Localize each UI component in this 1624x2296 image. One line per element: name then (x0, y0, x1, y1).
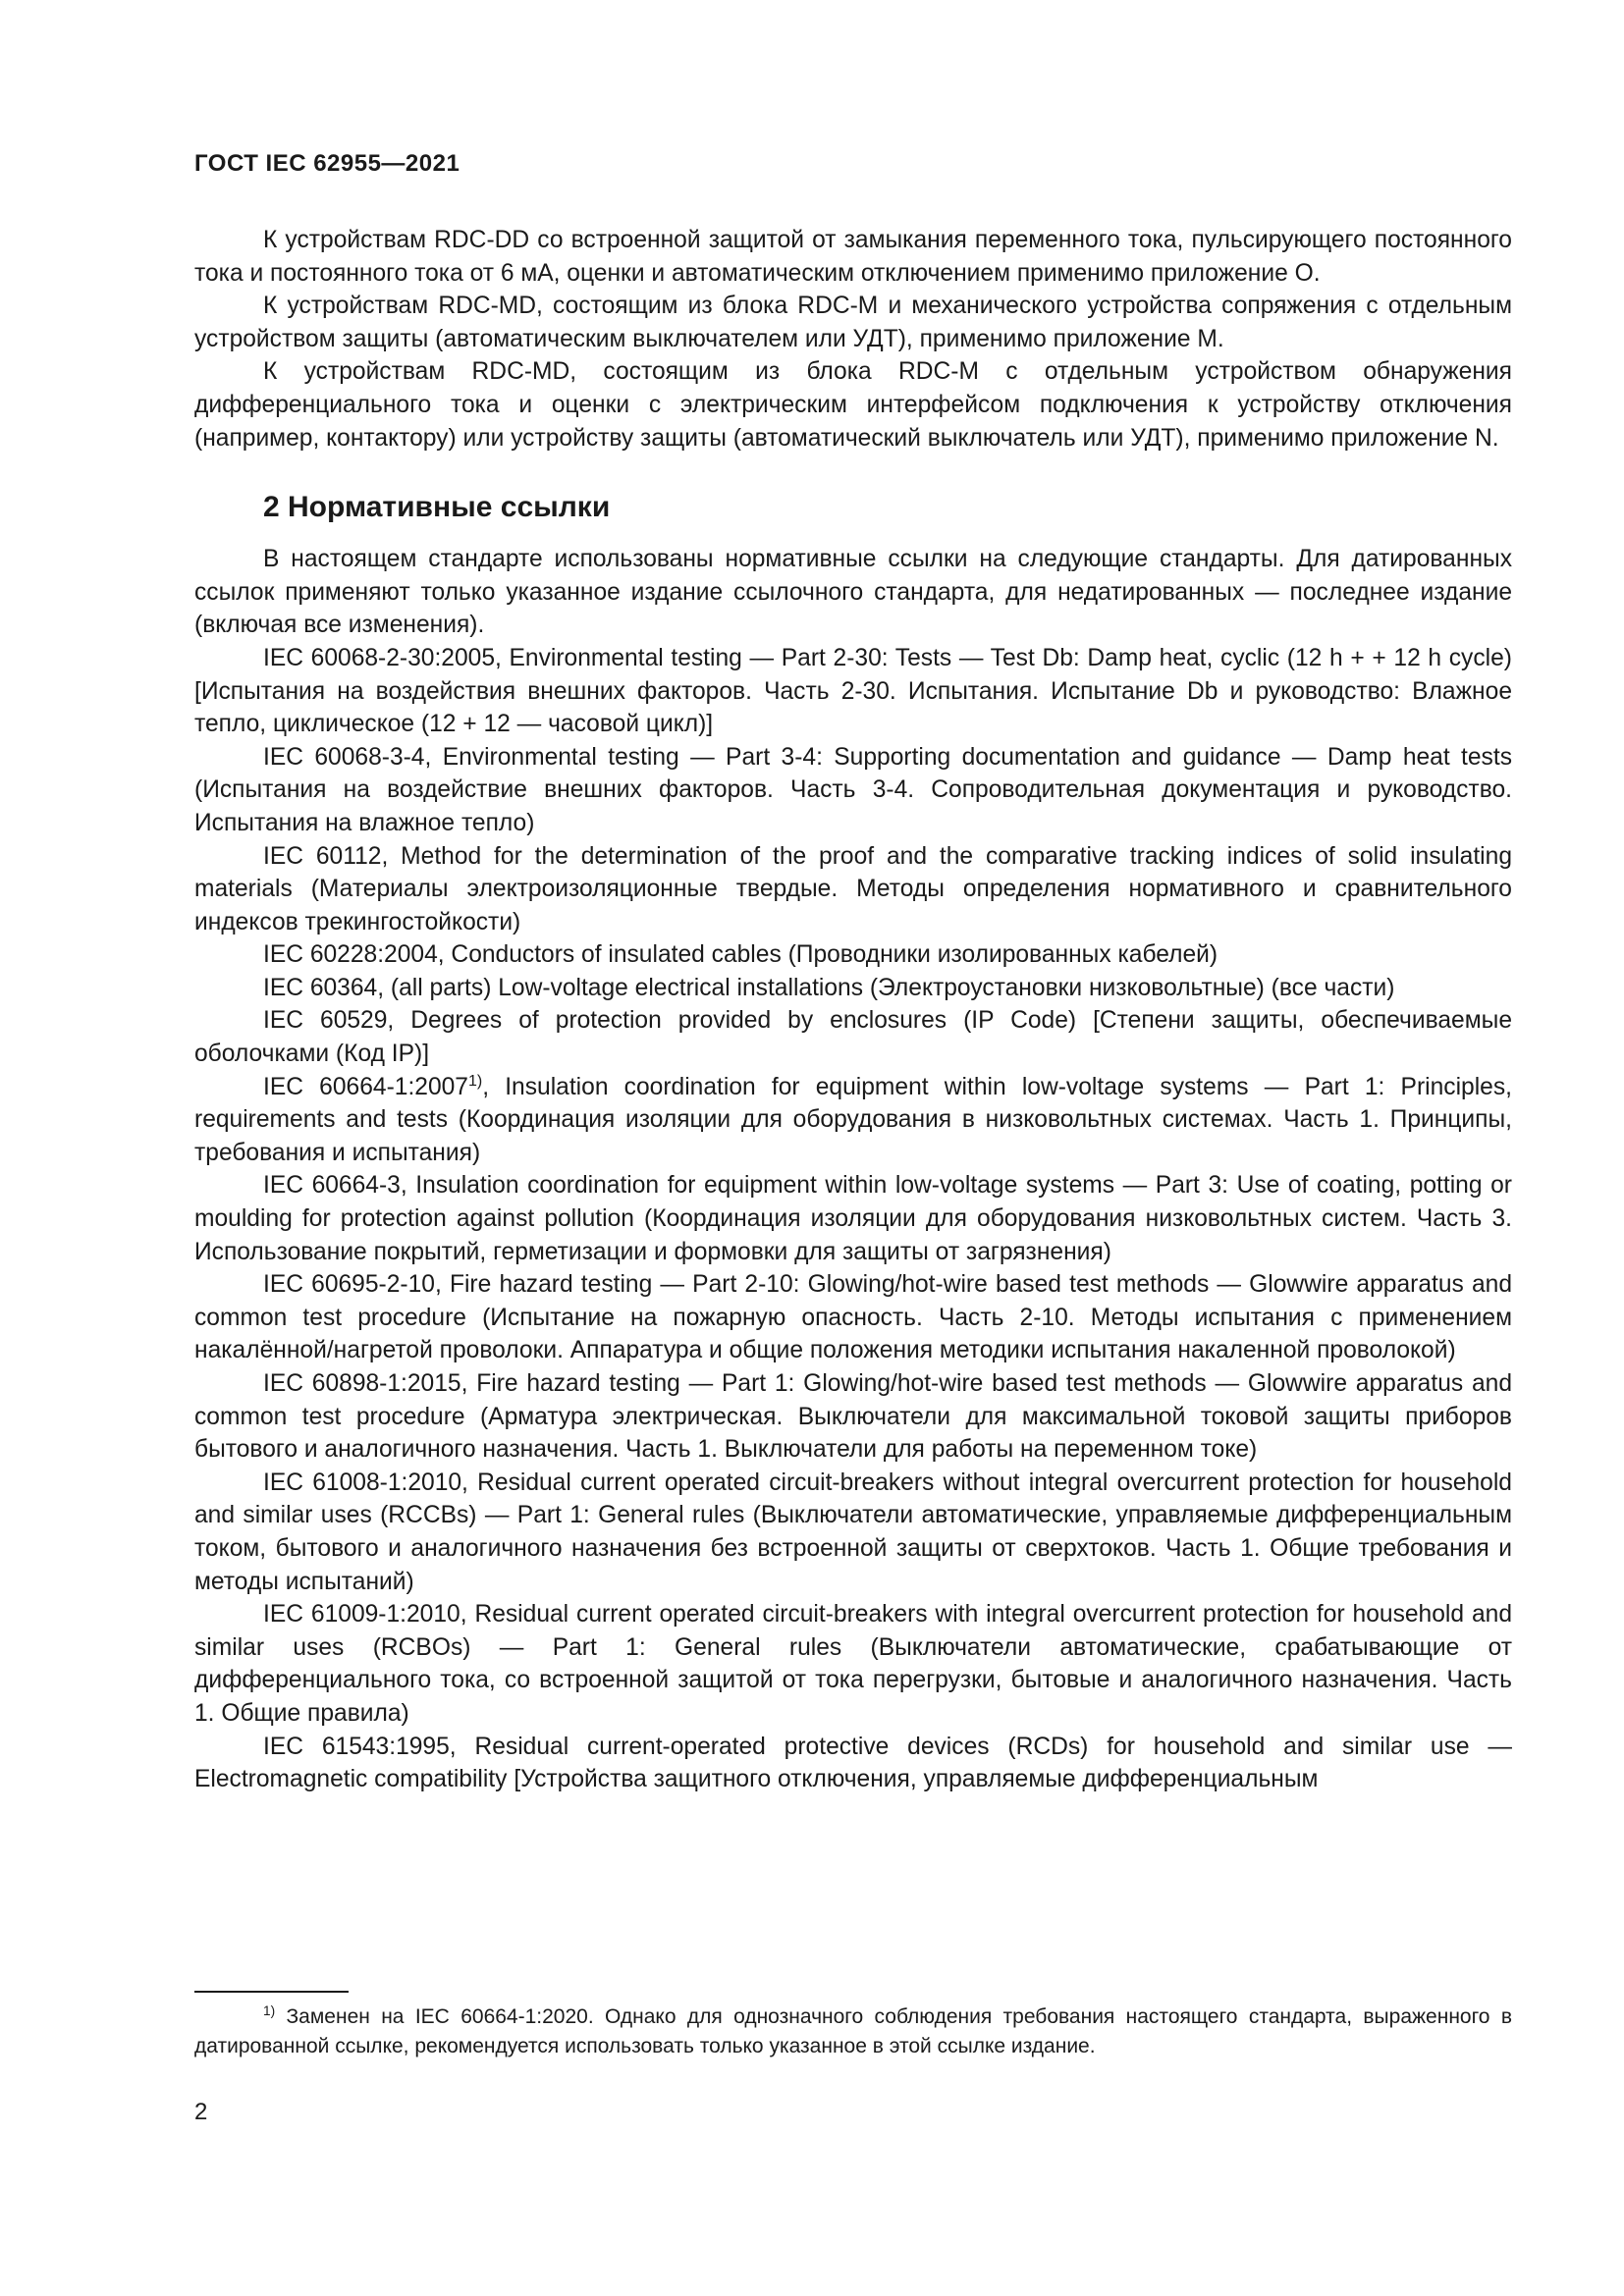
reference-iec-60228: IEC 60228:2004, Conductors of insulated cables (Проводники изолированных кабелей) (263, 941, 1218, 969)
document-header: ГОСТ IEC 62955—2021 (194, 150, 460, 177)
reference-iec-60695-2-10: IEC 60695-2-10, Fire hazard testing — Part 2-10: Glowing/hot-wire based test methods — Glowwire apparatus and common test procedure (Испытание на пожарную опасность. Часть 2-10. Методы испытания с применением накалённой/нагретой проволоки. Аппаратура и общие положения методики испытания накаленной проволокой) (194, 1271, 1512, 1364)
section-heading: 2 Нормативные ссылки (263, 491, 611, 524)
reference-iec-60664-1 (194, 1071, 1512, 1170)
reference-text: , Insulation coordination for equipment within low-voltage systems — Part 1: Principles, requirements and tests (Координация изоляции для оборудования в низковольтных системах. Часть 1. Принципы, требования и испытания) (194, 1073, 1512, 1166)
intro-paragraph-3: К устройствам RDC-MD, состоящим из блока RDC-M с отдельным устройством обнаружения дифференциального тока и оценки с электрическим интерфейсом подключения к устройству отключения (например, контактору) или устройству защиты (автоматический выключатель или УДТ), применимо приложение N. (194, 358, 1512, 452)
reference-iec-60664-3: IEC 60664-3, Insulation coordination for equipment within low-voltage systems — Part 3: Use of coating, potting or moulding for protection against pollution (Координация изоляции для оборудования низковольтных систем. Часть 3. Использование покрытий, герметизации и формовки для защиты от загрязнения) (194, 1172, 1512, 1265)
page-number: 2 (194, 2099, 208, 2125)
reference-iec-60529: IEC 60529, Degrees of protection provided by enclosures (IP Code) [Степени защиты, обеспечиваемые оболочками (Код IP)] (194, 1007, 1512, 1068)
reference-iec-60898-1: IEC 60898-1:2015, Fire hazard testing — Part 1: Glowing/hot-wire based test methods — Glowwire apparatus and common test procedure (Арматура электрическая. Выключатели для максимальной токовой защиты приборов бытового и аналогичного назначения. Часть 1. Выключатели для работы на переменном токе) (194, 1370, 1512, 1464)
page-content (194, 224, 1512, 1796)
footnote-marker: 1) (263, 2003, 276, 2018)
reference-iec-61543: IEC 61543:1995, Residual current-operated protective devices (RCDs) for household and similar use — Electromagnetic compatibility [Устройства защитного отключения, управляемые дифференциальным (194, 1733, 1512, 1793)
intro-paragraph-2: К устройствам RDC-MD, состоящим из блока RDC-M и механического устройства сопряжения с отдельным устройством защиты (автоматическим выключателем или УДТ), применимо приложение М. (194, 293, 1512, 352)
footnote-text: Заменен на IEC 60664-1:2020. Однако для однозначного соблюдения требования настоящего стандарта, выраженного в датированной ссылке, рекомендуется использовать только указанное в этой ссылке издание. (194, 2005, 1512, 2057)
reference-iec-60364: IEC 60364, (all parts) Low-voltage electrical installations (Электроустановки низковольтные) (все части) (263, 974, 1395, 1001)
reference-iec-60112: IEC 60112, Method for the determination of the proof and the comparative tracking indices of solid insulating materials (Материалы электроизоляционные твердые. Методы определения нормативного и сравнительного индексов трекингостойкости) (194, 842, 1512, 935)
footnote-divider (194, 1991, 349, 1993)
section-intro: В настоящем стандарте использованы нормативные ссылки на следующие стандарты. Для датированных ссылок применяют только указанное издание ссылочного стандарта, для недатированных — последнее издание (включая все изменения). (194, 546, 1512, 639)
footnote (194, 2002, 1512, 2061)
reference-id: IEC 60664-1:2007 (263, 1073, 468, 1100)
footnote-marker: 1) (467, 1072, 483, 1090)
intro-paragraph-1: К устройствам RDC-DD со встроенной защитой от замыкания переменного тока, пульсирующего постоянного тока и постоянного тока от 6 мА, оценки и автоматическим отключением применимо приложение О. (194, 227, 1512, 287)
reference-iec-61009-1: IEC 61009-1:2010, Residual current operated circuit-breakers with integral overcurrent protection for household and similar uses (RCBOs) — Part 1: General rules (Выключатели автоматические, срабатывающие от дифференциального тока, со встроенной защитой от тока перегрузки, бытовые и аналогичного назначения. Часть 1. Общие правила) (194, 1601, 1512, 1727)
reference-iec-60068-2-30: IEC 60068-2-30:2005, Environmental testing — Part 2-30: Tests — Test Db: Damp heat, cyclic (12 h + + 12 h cycle) [Испытания на воздействия внешних факторов. Часть 2-30. Испытания. Испытание Db и руководство: Влажное тепло, циклическое (12 + 12 — часовой цикл)] (194, 644, 1512, 738)
reference-iec-61008-1: IEC 61008-1:2010, Residual current operated circuit-breakers without integral overcurrent protection for household and similar uses (RCCBs) — Part 1: General rules (Выключатели автоматические, управляемые дифференциальным током, бытового и аналогичного назначения без встроенной защиты от сверхтоков. Часть 1. Общие требования и методы испытаний) (194, 1468, 1512, 1595)
reference-iec-60068-3-4: IEC 60068-3-4, Environmental testing — Part 3-4: Supporting documentation and guidance — Damp heat tests (Испытания на воздействие внешних факторов. Часть 3-4. Сопроводительная документация и руководство. Испытания на влажное тепло) (194, 743, 1512, 836)
